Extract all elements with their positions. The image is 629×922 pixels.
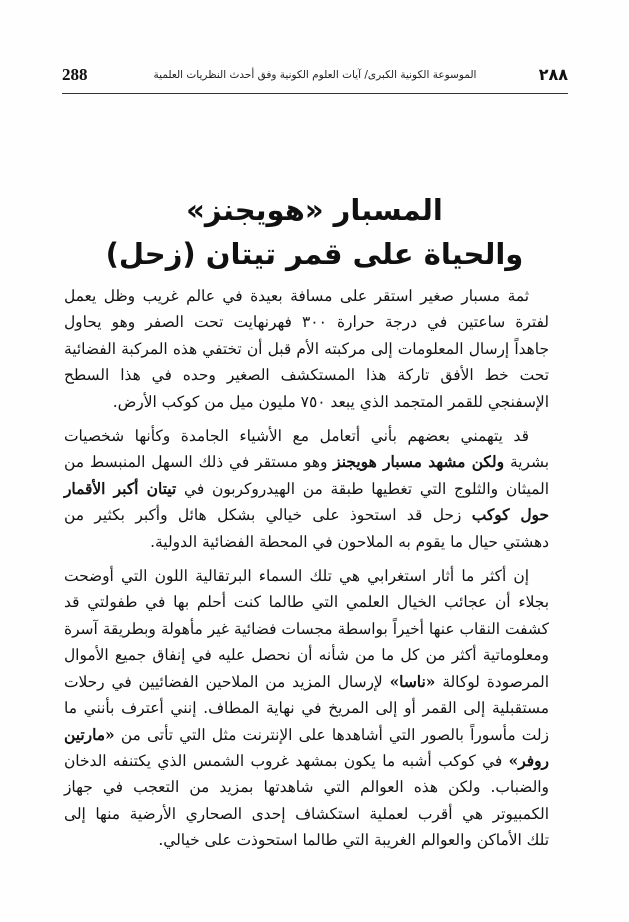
bold-run: «مارتين bbox=[64, 725, 115, 744]
text-run: المرصودة لوكالة bbox=[435, 672, 549, 691]
header-divider bbox=[62, 93, 568, 94]
running-title: الموسوعة الكونية الكبرى/ آيات العلوم الكونية وفق أحدث النظريات العلمية bbox=[153, 69, 477, 81]
text-line-mixed bbox=[64, 449, 567, 475]
bold-run: ولكن مشهد مسبار هويجنز bbox=[333, 453, 505, 472]
text-line: الكمبيوتر هي أقرب لعملية استكشاف إحدى الصحاري الأرضية منها إلى bbox=[64, 804, 549, 823]
text-run: زلت مأسوراً بالصور التي أشاهدها على الإنترنت مثل التي تأتى من bbox=[114, 725, 549, 744]
paragraph-1 bbox=[64, 283, 567, 415]
text-run: في كوكب أشبه ما يكون بمشهد غروب الشمس الذي يكتنفه الدخان bbox=[64, 751, 509, 770]
chapter-title-line-2: والحياة على قمر تيتان (زحل) bbox=[105, 237, 524, 271]
text-line-mixed bbox=[64, 722, 567, 748]
text-run: بشرية bbox=[504, 453, 549, 472]
text-line: ثمة مسبار صغير استقر على مسافة بعيدة في عالم غريب وظل يعمل bbox=[64, 287, 529, 305]
chapter-title-line-1: المسبار «هويجنز» bbox=[186, 193, 443, 227]
text-line: قد يتهمني بعضهم بأني أتعامل مع الأشياء الجامدة وكأنها شخصيات bbox=[64, 427, 529, 446]
text-line: ومعلوماتية أكثر من كل ما من شأنه أن نحصل عليه في إنفاق جميع الأموال bbox=[64, 646, 549, 665]
text-run: زحل قد استحوذ على خيالي بشكل هائل وأكبر بكثير من bbox=[64, 506, 472, 525]
text-line-mixed bbox=[64, 476, 567, 502]
chapter-title bbox=[60, 188, 569, 276]
bold-run: حول كوكب bbox=[471, 506, 549, 525]
text-line: لفترة ساعتين في درجة حرارة ٣٠٠ فهرنهايت تحت الصفر وهو يحاول bbox=[64, 313, 549, 332]
text-run: الميثان والثلوج التي تغطيها طبقة من الهيدروكربون في bbox=[176, 479, 549, 498]
text-line: جاهداً إرسال المعلومات إلى مركبته الأم قبل أن تختفي هذه المركبة الفضائية bbox=[64, 339, 549, 358]
text-line-mixed bbox=[64, 502, 567, 528]
page-number-latin: 288 bbox=[62, 65, 88, 84]
text-line-mixed bbox=[64, 669, 567, 695]
text-line-mixed bbox=[64, 748, 567, 774]
text-line: تلك الأماكن والعوالم الغريبة التي طالما استحوذت على خيالي. bbox=[158, 831, 549, 850]
running-header bbox=[62, 64, 568, 86]
body-text bbox=[64, 283, 567, 862]
text-line: بجلاء أن عجائب الخيال العلمي التي طالما كنت أحلم بها في طفولتي قد bbox=[64, 593, 549, 612]
text-line: إن أكثر ما أثار استغرابي هي تلك السماء البرتقالية اللون التي أوضحت bbox=[64, 567, 529, 586]
text-line: مستقبلية إلى القمر أو إلى المريخ في نهاية المطاف. إنني أعترف بأنني ما bbox=[64, 699, 549, 718]
text-line: الإسفنجي للقمر المتجمد الذي يبعد ٧٥٠ مليون ميل من كوكب الأرض. bbox=[112, 392, 549, 411]
text-line: تحت خط الأفق تاركة هذا المستكشف الصغير وحده في هذا السطح bbox=[64, 366, 549, 385]
bold-run: «ناسا» bbox=[389, 672, 436, 691]
text-line: والضباب. ولكن هذه العوالم التي شاهدتها بمزيد من التعجب في جهاز bbox=[64, 778, 549, 797]
text-run: لإرسال المزيد من الملاحين الفضائيين في رحلات bbox=[64, 672, 390, 691]
page-number-arabic: ٢٨٨ bbox=[538, 65, 568, 84]
bold-run: تيتان أكبر الأقمار bbox=[64, 479, 177, 498]
text-line: كشفت النقاب عنها أخيراً بواسطة مجسات فضائية غير مأهولة وبطريقة آسرة bbox=[64, 619, 549, 638]
paragraph-3 bbox=[64, 563, 567, 853]
text-run: وهو مستقر في ذلك السهل المنبسط من bbox=[64, 453, 334, 472]
paragraph-2 bbox=[64, 423, 567, 555]
bold-run: روفر» bbox=[508, 751, 549, 770]
text-line: دهشتي حيال ما يقوم به الملاحون في المحطة الفضائية الدولية. bbox=[150, 532, 549, 551]
